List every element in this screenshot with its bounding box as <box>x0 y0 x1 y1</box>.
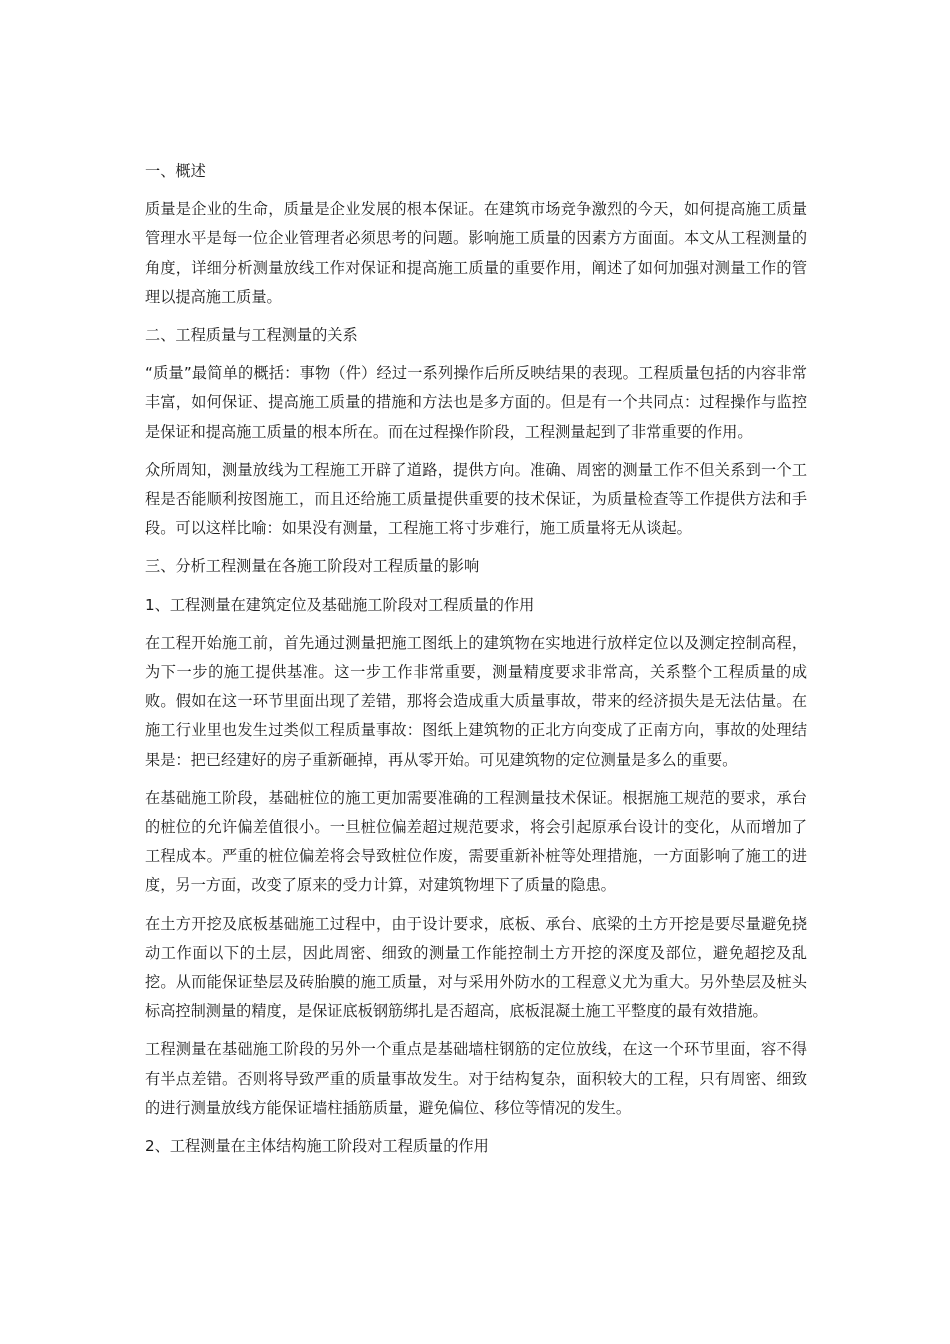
paragraph-wall-column: 工程测量在基础施工阶段的另外一个重点是基础墙柱钢筋的定位放线，在这一个环节里面，容不得有半点差错。否则将导致严重的质量事故发生。对于结构复杂，面积较大的工程，只有周密、细致的进行测量放线方能保证墙柱插筋质量，避免偏位、移位等情况的发生。 <box>145 1040 807 1117</box>
paragraph-excavation: 在土方开挖及底板基础施工过程中，由于设计要求，底板、承台、底梁的土方开挖是要尽量避免挠动工作面以下的土层，因此周密、细致的测量工作能控制土方开挖的深度及部位，避免超挖及乱挖。从而能保证垫层及砖胎膜的施工质量，对与采用外防水的工程意义尤为重大。另外垫层及桩头标高控制测量的精度，是保证底板钢筋绑扎是否超高，底板混凝土施工平整度的最有效措施。 <box>145 914 807 1021</box>
section-heading-relationship: 二、工程质量与工程测量的关系 <box>145 326 358 345</box>
subsection-heading-main-structure: 2、工程测量在主体结构施工阶段对工程质量的作用 <box>145 1137 489 1156</box>
paragraph-pile-position: 在基础施工阶段，基础桩位的施工更加需要准确的工程测量技术保证。根据施工规范的要求，承台的桩位的允许偏差值很小。一旦桩位偏差超过规范要求，将会引起原承台设计的变化，从而增加了工程成本。严重的桩位偏差将会导致桩位作废，需要重新补桩等处理措施，一方面影响了施工的进度，另一方面，改变了原来的受力计算，对建筑物埋下了质量的隐患。 <box>145 788 807 895</box>
document-body <box>145 157 807 1170</box>
paragraph-positioning: 在工程开始施工前，首先通过测量把施工图纸上的建筑物在实地进行放样定位以及测定控制高程，为下一步的施工提供基准。这一步工作非常重要，测量精度要求非常高，关系整个工程质量的成败。假如在这一环节里面出现了差错，那将会造成重大质量事故，带来的经济损失是无法估量。在施工行业里也发生过类似工程质量事故：图纸上建筑物的正北方向变成了正南方向，事故的处理结果是：把已经建好的房子重新砸掉，再从零开始。可见建筑物的定位测量是多么的重要。 <box>145 633 807 769</box>
paragraph-quality-importance: 质量是企业的生命，质量是企业发展的根本保证。在建筑市场竞争激烈的今天，如何提高施工质量管理水平是每一位企业管理者必须思考的问题。影响施工质量的因素方方面面。本文从工程测量的角度，详细分析测量放线工作对保证和提高施工质量的重要作用，阐述了如何加强对测量工作的管理以提高施工质量。 <box>145 200 807 306</box>
paragraph-survey-role: 众所周知，测量放线为工程施工开辟了道路，提供方向。准确、周密的测量工作不但关系到一个工程是否能顺利按图施工，而且还给施工质量提供重要的技术保证，为质量检查等工作提供方法和手段。可以这样比喻：如果没有测量，工程施工将寸步难行，施工质量将无从谈起。 <box>145 460 807 538</box>
section-heading-analysis: 三、分析工程测量在各施工阶段对工程质量的影响 <box>145 557 480 576</box>
section-heading-overview: 一、概述 <box>145 162 206 180</box>
paragraph-quality-definition: “质量”最简单的概括：事物（件）经过一系列操作后所反映结果的表现。工程质量包括的内容非常丰富，如何保证、提高施工质量的措施和方法也是多方面的。但是有一个共同点：过程操作与监控是保证和提高施工质量的根本所在。而在过程操作阶段，工程测量起到了非常重要的作用。 <box>145 364 807 441</box>
subsection-heading-foundation: 1、工程测量在建筑定位及基础施工阶段对工程质量的作用 <box>145 595 535 614</box>
